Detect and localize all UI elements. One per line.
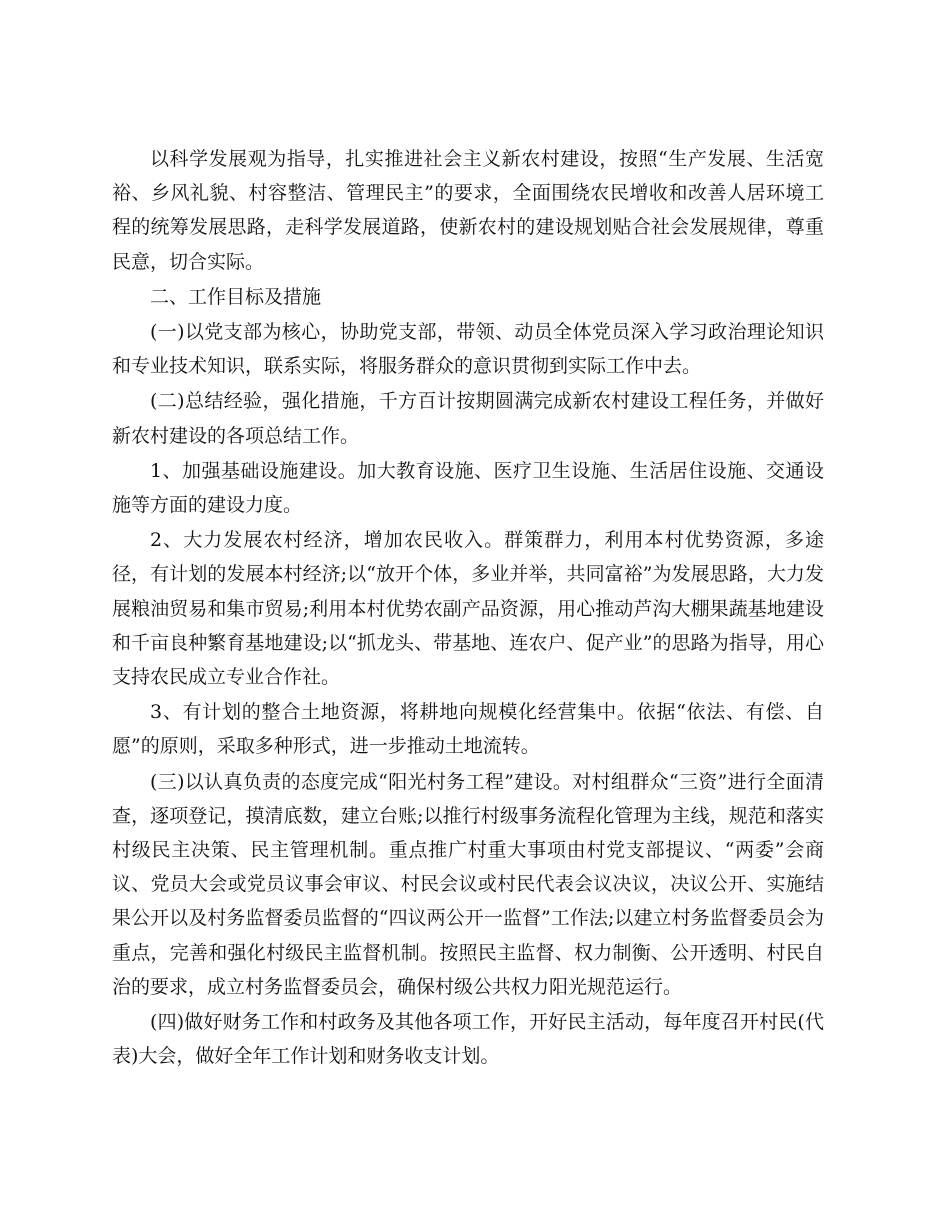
paragraph-subitem-2: 2、大力发展农村经济，增加农民收入。群策群力，利用本村优势资源，多途径，有计划的发展本村经济;以“放开个体，多业并举，共同富裕”为发展思路，大力发展粮油贸易和集市贸易;利用本村优势农副产品资源，用心推动芦沟大棚果蔬基地建设和千亩良种繁育基地建设;以“抓龙头、带基地、连农户、促产业”的思路为指导，用心支持农民成立专业合作社。 (112, 529, 824, 689)
paragraph-item-3: (三)以认真负责的态度完成“阳光村务工程”建设。对村组群众“三资”进行全面清查，逐项登记，摸清底数，建立台账;以推行村级事务流程化管理为主线，规范和落实村级民主决策、民主管理机制。重点推广村重大事项由村党支部提议、“两委”会商议、党员大会或党员议事会审议、村民会议或村民代表会议决议，决议公开、实施结果公开以及村务监督委员监督的“四议两公开一监督”工作法;以建立村务监督委员会为重点，完善和强化村级民主监督机制。按照民主监督、权力制衡、公开透明、村民自治的要求，成立村务监督委员会，确保村级公共权力阳光规范运行。 (112, 770, 824, 998)
paragraph-guiding-principle: 以科学发展观为指导，扎实推进社会主义新农村建设，按照“生产发展、生活宽裕、乡风礼貌、村容整洁、管理民主”的要求，全面围绕农民增收和改善人居环境工程的统筹发展思路，走科学发展道路，使新农村的建设规划贴合社会发展规律，尊重民意，切合实际。 (112, 148, 824, 273)
paragraph-item-1: (一)以党支部为核心，协助党支部，带领、动员全体党员深入学习政治理论知识和专业技术知识，联系实际，将服务群众的意识贯彻到实际工作中去。 (112, 321, 824, 378)
paragraph-item-4: (四)做好财务工作和村政务及其他各项工作，开好民主活动，每年度召开村民(代表)大会，做好全年工作计划和财务收支计划。 (112, 1011, 824, 1068)
paragraph-subitem-3: 3、有计划的整合土地资源，将耕地向规模化经营集中。依据“依法、有偿、自愿”的原则，采取多种形式，进一步推动土地流转。 (112, 701, 824, 758)
section-heading-goals-measures: 二、工作目标及措施 (150, 285, 322, 308)
document-body (112, 142, 824, 1073)
paragraph-item-2: (二)总结经验，强化措施，千方百计按期圆满完成新农村建设工程任务，并做好新农村建设的各项总结工作。 (112, 390, 824, 447)
paragraph-subitem-1: 1、加强基础设施建设。加大教育设施、医疗卫生设施、生活居住设施、交通设施等方面的建设力度。 (112, 459, 824, 517)
